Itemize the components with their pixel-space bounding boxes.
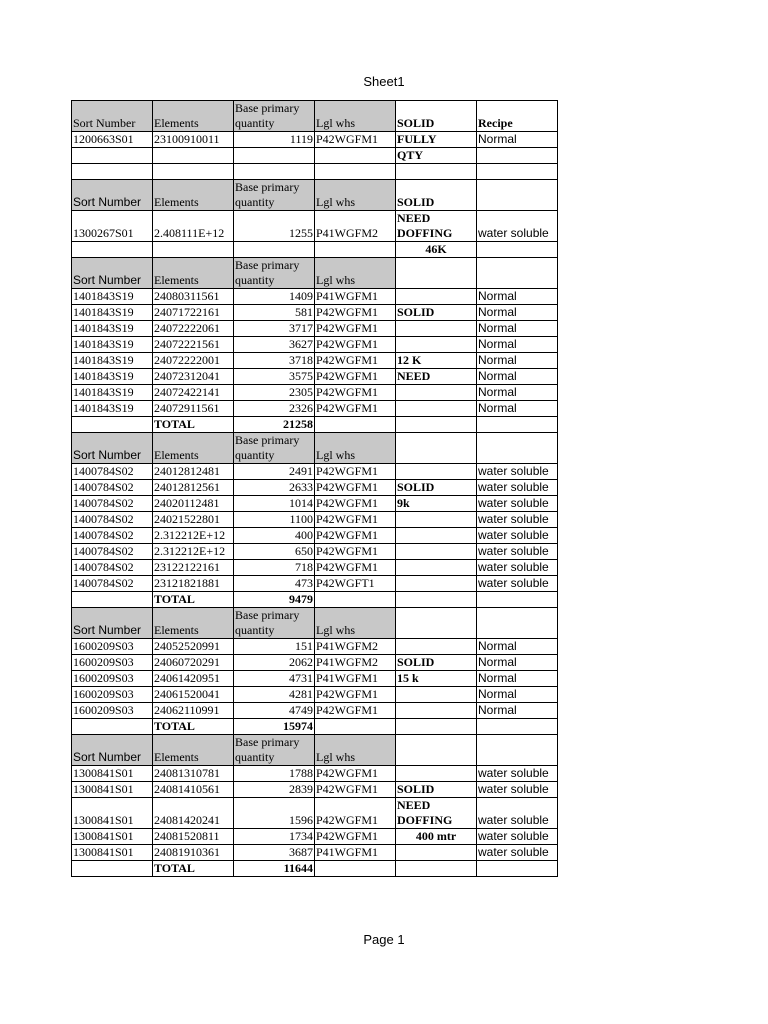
cell-status-note[interactable]: 46K bbox=[396, 242, 477, 258]
cell-base-quantity[interactable]: 400 bbox=[234, 528, 315, 544]
cell-base-quantity[interactable]: 15974 bbox=[234, 719, 315, 735]
cell-sort-number[interactable]: 1300841S01 bbox=[72, 782, 153, 798]
cell-base-quantity[interactable]: 581 bbox=[234, 305, 315, 321]
cell-recipe[interactable]: Normal bbox=[477, 671, 558, 687]
cell-elements[interactable]: 23100910011 bbox=[153, 132, 234, 148]
cell-sort-number[interactable]: 1300267S01 bbox=[72, 211, 153, 242]
cell-status-note[interactable] bbox=[396, 385, 477, 401]
cell-lgl-whs[interactable]: P42WGFM1 bbox=[315, 496, 396, 512]
cell-base-quantity[interactable]: 2633 bbox=[234, 480, 315, 496]
cell-status-note[interactable] bbox=[396, 321, 477, 337]
cell-lgl-whs[interactable] bbox=[315, 164, 396, 180]
table-row bbox=[72, 512, 558, 528]
cell-elements[interactable]: 24061420951 bbox=[153, 671, 234, 687]
cell-base-quantity[interactable]: 3575 bbox=[234, 369, 315, 385]
cell-base-quantity[interactable]: 1596 bbox=[234, 798, 315, 829]
cell-status-note[interactable] bbox=[396, 417, 477, 433]
table-row bbox=[72, 703, 558, 719]
table-row bbox=[72, 211, 558, 242]
cell-sort-number[interactable]: 1400784S02 bbox=[72, 560, 153, 576]
cell-lgl-whs[interactable]: P42WGFM1 bbox=[315, 480, 396, 496]
cell-recipe[interactable] bbox=[477, 433, 558, 464]
cell-elements[interactable]: TOTAL bbox=[153, 592, 234, 608]
cell-base-quantity[interactable]: 4281 bbox=[234, 687, 315, 703]
cell-elements[interactable]: 24012812561 bbox=[153, 480, 234, 496]
cell-elements[interactable]: 24020112481 bbox=[153, 496, 234, 512]
cell-status-note[interactable] bbox=[396, 639, 477, 655]
cell-status-note[interactable] bbox=[396, 576, 477, 592]
cell-recipe[interactable] bbox=[477, 148, 558, 164]
cell-base-quantity[interactable]: 151 bbox=[234, 639, 315, 655]
cell-sort-number[interactable]: 1600209S03 bbox=[72, 703, 153, 719]
cell-elements[interactable]: Elements bbox=[153, 433, 234, 464]
cell-sort-number[interactable] bbox=[72, 592, 153, 608]
cell-lgl-whs[interactable]: P42WGFM1 bbox=[315, 305, 396, 321]
cell-lgl-whs[interactable]: P42WGFM1 bbox=[315, 703, 396, 719]
cell-base-quantity[interactable]: 1119 bbox=[234, 132, 315, 148]
cell-base-quantity[interactable]: Base primary quantity bbox=[234, 735, 315, 766]
cell-recipe[interactable] bbox=[477, 417, 558, 433]
cell-status-note[interactable] bbox=[396, 845, 477, 861]
cell-lgl-whs[interactable]: P42WGFM1 bbox=[315, 687, 396, 703]
cell-sort-number[interactable] bbox=[72, 164, 153, 180]
cell-lgl-whs[interactable]: P41WGFM2 bbox=[315, 655, 396, 671]
cell-status-note[interactable]: QTY bbox=[396, 148, 477, 164]
cell-recipe[interactable]: water soluble bbox=[477, 496, 558, 512]
cell-lgl-whs[interactable]: P42WGFM1 bbox=[315, 528, 396, 544]
cell-recipe[interactable]: water soluble bbox=[477, 798, 558, 829]
cell-lgl-whs[interactable] bbox=[315, 417, 396, 433]
cell-status-note[interactable]: FULLY bbox=[396, 132, 477, 148]
table-row bbox=[72, 433, 558, 464]
cell-recipe[interactable]: Normal bbox=[477, 639, 558, 655]
cell-recipe[interactable] bbox=[477, 735, 558, 766]
table-row bbox=[72, 289, 558, 305]
cell-elements[interactable]: Elements bbox=[153, 735, 234, 766]
cell-recipe[interactable] bbox=[477, 719, 558, 735]
cell-recipe[interactable] bbox=[477, 242, 558, 258]
cell-lgl-whs[interactable]: Lgl whs bbox=[315, 433, 396, 464]
cell-status-note[interactable]: 9k bbox=[396, 496, 477, 512]
cell-recipe[interactable] bbox=[477, 180, 558, 211]
cell-base-quantity[interactable]: 1255 bbox=[234, 211, 315, 242]
cell-elements[interactable]: 24012812481 bbox=[153, 464, 234, 480]
table-row bbox=[72, 735, 558, 766]
cell-elements[interactable]: 24062110991 bbox=[153, 703, 234, 719]
cell-status-note[interactable]: SOLID bbox=[396, 101, 477, 132]
cell-lgl-whs[interactable] bbox=[315, 861, 396, 877]
cell-status-note[interactable] bbox=[396, 703, 477, 719]
cell-sort-number[interactable]: 1401843S19 bbox=[72, 369, 153, 385]
cell-status-note[interactable] bbox=[396, 258, 477, 289]
cell-sort-number[interactable]: 1400784S02 bbox=[72, 544, 153, 560]
cell-sort-number[interactable]: 1600209S03 bbox=[72, 639, 153, 655]
cell-sort-number[interactable]: 1401843S19 bbox=[72, 353, 153, 369]
cell-status-note[interactable] bbox=[396, 592, 477, 608]
cell-sort-number[interactable] bbox=[72, 719, 153, 735]
cell-base-quantity[interactable]: 2326 bbox=[234, 401, 315, 417]
cell-sort-number[interactable]: 1300841S01 bbox=[72, 766, 153, 782]
cell-sort-number[interactable] bbox=[72, 148, 153, 164]
table-row bbox=[72, 101, 558, 132]
cell-lgl-whs[interactable]: P42WGFM1 bbox=[315, 798, 396, 829]
cell-elements[interactable]: TOTAL bbox=[153, 861, 234, 877]
table-row bbox=[72, 401, 558, 417]
cell-lgl-whs[interactable] bbox=[315, 148, 396, 164]
cell-recipe[interactable]: water soluble bbox=[477, 464, 558, 480]
page-number: Page 1 bbox=[363, 932, 405, 947]
cell-sort-number[interactable]: 1300841S01 bbox=[72, 829, 153, 845]
table-row bbox=[72, 242, 558, 258]
cell-base-quantity[interactable]: Base primary quantity bbox=[234, 433, 315, 464]
cell-status-note[interactable] bbox=[396, 687, 477, 703]
cell-sort-number[interactable]: 1401843S19 bbox=[72, 385, 153, 401]
cell-lgl-whs[interactable]: P42WGFM1 bbox=[315, 353, 396, 369]
cell-base-quantity[interactable]: Base primary quantity bbox=[234, 101, 315, 132]
cell-sort-number[interactable]: 1300841S01 bbox=[72, 798, 153, 829]
cell-base-quantity[interactable]: 2062 bbox=[234, 655, 315, 671]
table-row bbox=[72, 687, 558, 703]
cell-sort-number[interactable]: 1401843S19 bbox=[72, 401, 153, 417]
table-row bbox=[72, 639, 558, 655]
cell-sort-number[interactable]: Sort Number bbox=[72, 608, 153, 639]
table-row bbox=[72, 719, 558, 735]
cell-base-quantity[interactable]: 718 bbox=[234, 560, 315, 576]
cell-status-note[interactable] bbox=[396, 433, 477, 464]
cell-recipe[interactable]: Normal bbox=[477, 289, 558, 305]
cell-status-note[interactable] bbox=[396, 528, 477, 544]
cell-elements[interactable] bbox=[153, 164, 234, 180]
cell-lgl-whs[interactable]: P42WGFM1 bbox=[315, 544, 396, 560]
cell-status-note[interactable] bbox=[396, 289, 477, 305]
cell-base-quantity[interactable]: 4749 bbox=[234, 703, 315, 719]
table-row bbox=[72, 576, 558, 592]
table-row bbox=[72, 321, 558, 337]
table-row bbox=[72, 305, 558, 321]
table-row bbox=[72, 464, 558, 480]
cell-recipe[interactable]: Normal bbox=[477, 321, 558, 337]
cell-status-note[interactable] bbox=[396, 608, 477, 639]
cell-recipe[interactable]: Recipe bbox=[477, 101, 558, 132]
cell-lgl-whs[interactable]: P42WGFM1 bbox=[315, 512, 396, 528]
table-row bbox=[72, 766, 558, 782]
cell-lgl-whs[interactable]: P42WGFM1 bbox=[315, 321, 396, 337]
table-row bbox=[72, 845, 558, 861]
cell-recipe[interactable] bbox=[477, 592, 558, 608]
cell-recipe[interactable]: water soluble bbox=[477, 560, 558, 576]
cell-base-quantity[interactable]: 1788 bbox=[234, 766, 315, 782]
cell-recipe[interactable]: Normal bbox=[477, 687, 558, 703]
cell-lgl-whs[interactable]: P42WGFM1 bbox=[315, 464, 396, 480]
cell-base-quantity[interactable] bbox=[234, 164, 315, 180]
cell-elements[interactable] bbox=[153, 148, 234, 164]
cell-lgl-whs[interactable]: Lgl whs bbox=[315, 180, 396, 211]
cell-lgl-whs[interactable]: P42WGFM1 bbox=[315, 401, 396, 417]
cell-base-quantity[interactable]: 3627 bbox=[234, 337, 315, 353]
table-row bbox=[72, 671, 558, 687]
cell-base-quantity[interactable]: 4731 bbox=[234, 671, 315, 687]
cell-sort-number[interactable]: Sort Number bbox=[72, 101, 153, 132]
table-row bbox=[72, 148, 558, 164]
cell-base-quantity[interactable]: 3718 bbox=[234, 353, 315, 369]
cell-recipe[interactable]: Normal bbox=[477, 401, 558, 417]
table-row bbox=[72, 132, 558, 148]
cell-sort-number[interactable]: 1400784S02 bbox=[72, 480, 153, 496]
cell-elements[interactable]: 24072422141 bbox=[153, 385, 234, 401]
cell-status-note[interactable]: NEED DOFFING bbox=[396, 798, 477, 829]
table-row bbox=[72, 369, 558, 385]
cell-status-note[interactable] bbox=[396, 719, 477, 735]
cell-lgl-whs[interactable]: P41WGFM1 bbox=[315, 289, 396, 305]
cell-lgl-whs[interactable]: P42WGFM1 bbox=[315, 766, 396, 782]
cell-sort-number[interactable]: 1400784S02 bbox=[72, 528, 153, 544]
cell-sort-number[interactable] bbox=[72, 242, 153, 258]
cell-recipe[interactable]: water soluble bbox=[477, 528, 558, 544]
table-row bbox=[72, 258, 558, 289]
cell-sort-number[interactable]: Sort Number bbox=[72, 258, 153, 289]
cell-recipe[interactable]: Normal bbox=[477, 703, 558, 719]
cell-base-quantity[interactable]: 21258 bbox=[234, 417, 315, 433]
cell-elements[interactable]: 24072911561 bbox=[153, 401, 234, 417]
cell-lgl-whs[interactable]: P42WGFM1 bbox=[315, 132, 396, 148]
cell-recipe[interactable]: Normal bbox=[477, 369, 558, 385]
cell-status-note[interactable] bbox=[396, 560, 477, 576]
table-row bbox=[72, 782, 558, 798]
cell-lgl-whs[interactable]: Lgl whs bbox=[315, 101, 396, 132]
cell-lgl-whs[interactable]: P41WGFM2 bbox=[315, 639, 396, 655]
cell-elements[interactable]: 24021522801 bbox=[153, 512, 234, 528]
table-row bbox=[72, 180, 558, 211]
cell-lgl-whs[interactable]: Lgl whs bbox=[315, 258, 396, 289]
cell-lgl-whs[interactable]: P41WGFM2 bbox=[315, 211, 396, 242]
cell-elements[interactable]: Elements bbox=[153, 608, 234, 639]
cell-base-quantity[interactable]: 650 bbox=[234, 544, 315, 560]
cell-base-quantity[interactable]: 3717 bbox=[234, 321, 315, 337]
cell-base-quantity[interactable]: 3687 bbox=[234, 845, 315, 861]
cell-lgl-whs[interactable] bbox=[315, 592, 396, 608]
cell-elements[interactable]: 2.408111E+12 bbox=[153, 211, 234, 242]
table-row bbox=[72, 592, 558, 608]
cell-elements[interactable]: 24081520811 bbox=[153, 829, 234, 845]
cell-recipe[interactable] bbox=[477, 258, 558, 289]
cell-elements[interactable]: TOTAL bbox=[153, 417, 234, 433]
cell-recipe[interactable]: water soluble bbox=[477, 766, 558, 782]
cell-recipe[interactable]: Normal bbox=[477, 353, 558, 369]
sheet-title: Sheet1 bbox=[363, 74, 405, 89]
cell-sort-number[interactable]: 1600209S03 bbox=[72, 655, 153, 671]
cell-elements[interactable]: 24081410561 bbox=[153, 782, 234, 798]
cell-sort-number[interactable]: Sort Number bbox=[72, 735, 153, 766]
cell-elements[interactable]: Elements bbox=[153, 180, 234, 211]
table-row bbox=[72, 417, 558, 433]
table-row bbox=[72, 528, 558, 544]
cell-recipe[interactable]: Normal bbox=[477, 655, 558, 671]
cell-recipe[interactable] bbox=[477, 861, 558, 877]
cell-lgl-whs[interactable] bbox=[315, 242, 396, 258]
cell-elements[interactable]: 24061520041 bbox=[153, 687, 234, 703]
cell-sort-number[interactable]: 1400784S02 bbox=[72, 496, 153, 512]
cell-sort-number[interactable]: 1400784S02 bbox=[72, 576, 153, 592]
table-row bbox=[72, 544, 558, 560]
cell-recipe[interactable]: water soluble bbox=[477, 576, 558, 592]
cell-elements[interactable]: TOTAL bbox=[153, 719, 234, 735]
table-row bbox=[72, 496, 558, 512]
cell-lgl-whs[interactable]: Lgl whs bbox=[315, 735, 396, 766]
cell-recipe[interactable]: Normal bbox=[477, 385, 558, 401]
cell-sort-number[interactable]: 1400784S02 bbox=[72, 464, 153, 480]
cell-recipe[interactable]: water soluble bbox=[477, 544, 558, 560]
cell-status-note[interactable]: 15 k bbox=[396, 671, 477, 687]
table-row bbox=[72, 560, 558, 576]
cell-status-note[interactable]: SOLID bbox=[396, 305, 477, 321]
cell-base-quantity[interactable]: 11644 bbox=[234, 861, 315, 877]
cell-sort-number[interactable]: 1600209S03 bbox=[72, 671, 153, 687]
cell-status-note[interactable] bbox=[396, 861, 477, 877]
cell-lgl-whs[interactable]: P42WGFM1 bbox=[315, 829, 396, 845]
cell-base-quantity[interactable]: 9479 bbox=[234, 592, 315, 608]
cell-elements[interactable]: 24081310781 bbox=[153, 766, 234, 782]
cell-elements[interactable]: 23121821881 bbox=[153, 576, 234, 592]
cell-sort-number[interactable]: 1600209S03 bbox=[72, 687, 153, 703]
cell-lgl-whs[interactable]: P42WGFM1 bbox=[315, 369, 396, 385]
cell-elements[interactable]: 23122122161 bbox=[153, 560, 234, 576]
cell-base-quantity[interactable]: 2839 bbox=[234, 782, 315, 798]
cell-base-quantity[interactable] bbox=[234, 242, 315, 258]
cell-elements[interactable]: 24072222001 bbox=[153, 353, 234, 369]
cell-recipe[interactable] bbox=[477, 608, 558, 639]
cell-status-note[interactable]: SOLID bbox=[396, 180, 477, 211]
table-row bbox=[72, 164, 558, 180]
table-row bbox=[72, 480, 558, 496]
cell-elements[interactable]: 24080311561 bbox=[153, 289, 234, 305]
table-row bbox=[72, 608, 558, 639]
table-row bbox=[72, 861, 558, 877]
cell-status-note[interactable] bbox=[396, 766, 477, 782]
cell-base-quantity[interactable]: Base primary quantity bbox=[234, 608, 315, 639]
cell-elements[interactable]: 24052520991 bbox=[153, 639, 234, 655]
cell-sort-number[interactable]: 1300841S01 bbox=[72, 845, 153, 861]
table-row bbox=[72, 385, 558, 401]
cell-lgl-whs[interactable]: P42WGFM1 bbox=[315, 385, 396, 401]
cell-recipe[interactable]: water soluble bbox=[477, 829, 558, 845]
cell-status-note[interactable]: NEED bbox=[396, 369, 477, 385]
cell-lgl-whs[interactable]: P42WGFM1 bbox=[315, 782, 396, 798]
cell-base-quantity[interactable]: 1014 bbox=[234, 496, 315, 512]
table-row bbox=[72, 353, 558, 369]
cell-status-note[interactable] bbox=[396, 512, 477, 528]
cell-recipe[interactable]: Normal bbox=[477, 305, 558, 321]
cell-recipe[interactable]: Normal bbox=[477, 337, 558, 353]
cell-elements[interactable]: 2.312212E+12 bbox=[153, 528, 234, 544]
cell-elements[interactable]: 2.312212E+12 bbox=[153, 544, 234, 560]
cell-base-quantity[interactable]: 2491 bbox=[234, 464, 315, 480]
cell-lgl-whs[interactable] bbox=[315, 719, 396, 735]
cell-base-quantity[interactable]: Base primary quantity bbox=[234, 258, 315, 289]
cell-elements[interactable]: 24060720291 bbox=[153, 655, 234, 671]
cell-sort-number[interactable]: Sort Number bbox=[72, 180, 153, 211]
table-row bbox=[72, 655, 558, 671]
cell-status-note[interactable] bbox=[396, 337, 477, 353]
cell-recipe[interactable]: Normal bbox=[477, 132, 558, 148]
cell-status-note[interactable] bbox=[396, 401, 477, 417]
cell-recipe[interactable] bbox=[477, 164, 558, 180]
cell-status-note[interactable] bbox=[396, 735, 477, 766]
cell-status-note[interactable]: NEED DOFFING bbox=[396, 211, 477, 242]
spreadsheet-table bbox=[71, 100, 558, 877]
cell-elements[interactable]: 24081420241 bbox=[153, 798, 234, 829]
cell-base-quantity[interactable]: 1409 bbox=[234, 289, 315, 305]
cell-sort-number[interactable]: 1401843S19 bbox=[72, 289, 153, 305]
cell-status-note[interactable]: SOLID bbox=[396, 480, 477, 496]
cell-recipe[interactable]: water soluble bbox=[477, 845, 558, 861]
cell-lgl-whs[interactable]: P41WGFM1 bbox=[315, 845, 396, 861]
cell-elements[interactable]: 24072312041 bbox=[153, 369, 234, 385]
cell-sort-number[interactable] bbox=[72, 417, 153, 433]
cell-recipe[interactable]: water soluble bbox=[477, 211, 558, 242]
cell-lgl-whs[interactable]: P42WGFM1 bbox=[315, 560, 396, 576]
table-row bbox=[72, 798, 558, 829]
cell-status-note[interactable]: 400 mtr bbox=[396, 829, 477, 845]
cell-elements[interactable]: Elements bbox=[153, 101, 234, 132]
table-row bbox=[72, 829, 558, 845]
cell-status-note[interactable] bbox=[396, 464, 477, 480]
cell-status-note[interactable]: SOLID bbox=[396, 655, 477, 671]
cell-base-quantity[interactable]: Base primary quantity bbox=[234, 180, 315, 211]
cell-status-note[interactable] bbox=[396, 164, 477, 180]
cell-elements[interactable]: 24072222061 bbox=[153, 321, 234, 337]
cell-sort-number[interactable]: Sort Number bbox=[72, 433, 153, 464]
cell-status-note[interactable]: 12 K bbox=[396, 353, 477, 369]
cell-base-quantity[interactable]: 1734 bbox=[234, 829, 315, 845]
cell-recipe[interactable]: water soluble bbox=[477, 512, 558, 528]
table-row bbox=[72, 337, 558, 353]
cell-lgl-whs[interactable]: P42WGFT1 bbox=[315, 576, 396, 592]
cell-elements[interactable]: 24081910361 bbox=[153, 845, 234, 861]
cell-sort-number[interactable]: 1401843S19 bbox=[72, 337, 153, 353]
cell-recipe[interactable]: water soluble bbox=[477, 782, 558, 798]
cell-sort-number[interactable]: 1401843S19 bbox=[72, 321, 153, 337]
cell-elements[interactable]: Elements bbox=[153, 258, 234, 289]
cell-sort-number[interactable]: 1400784S02 bbox=[72, 512, 153, 528]
cell-sort-number[interactable]: 1200663S01 bbox=[72, 132, 153, 148]
cell-status-note[interactable] bbox=[396, 544, 477, 560]
cell-recipe[interactable]: water soluble bbox=[477, 480, 558, 496]
cell-sort-number[interactable]: 1401843S19 bbox=[72, 305, 153, 321]
cell-elements[interactable]: 24072221561 bbox=[153, 337, 234, 353]
cell-base-quantity[interactable]: 1100 bbox=[234, 512, 315, 528]
cell-lgl-whs[interactable]: P41WGFM1 bbox=[315, 671, 396, 687]
cell-base-quantity[interactable]: 473 bbox=[234, 576, 315, 592]
cell-sort-number[interactable] bbox=[72, 861, 153, 877]
cell-lgl-whs[interactable]: Lgl whs bbox=[315, 608, 396, 639]
cell-base-quantity[interactable]: 2305 bbox=[234, 385, 315, 401]
cell-lgl-whs[interactable]: P42WGFM1 bbox=[315, 337, 396, 353]
cell-base-quantity[interactable] bbox=[234, 148, 315, 164]
cell-status-note[interactable]: SOLID bbox=[396, 782, 477, 798]
cell-elements[interactable] bbox=[153, 242, 234, 258]
cell-elements[interactable]: 24071722161 bbox=[153, 305, 234, 321]
